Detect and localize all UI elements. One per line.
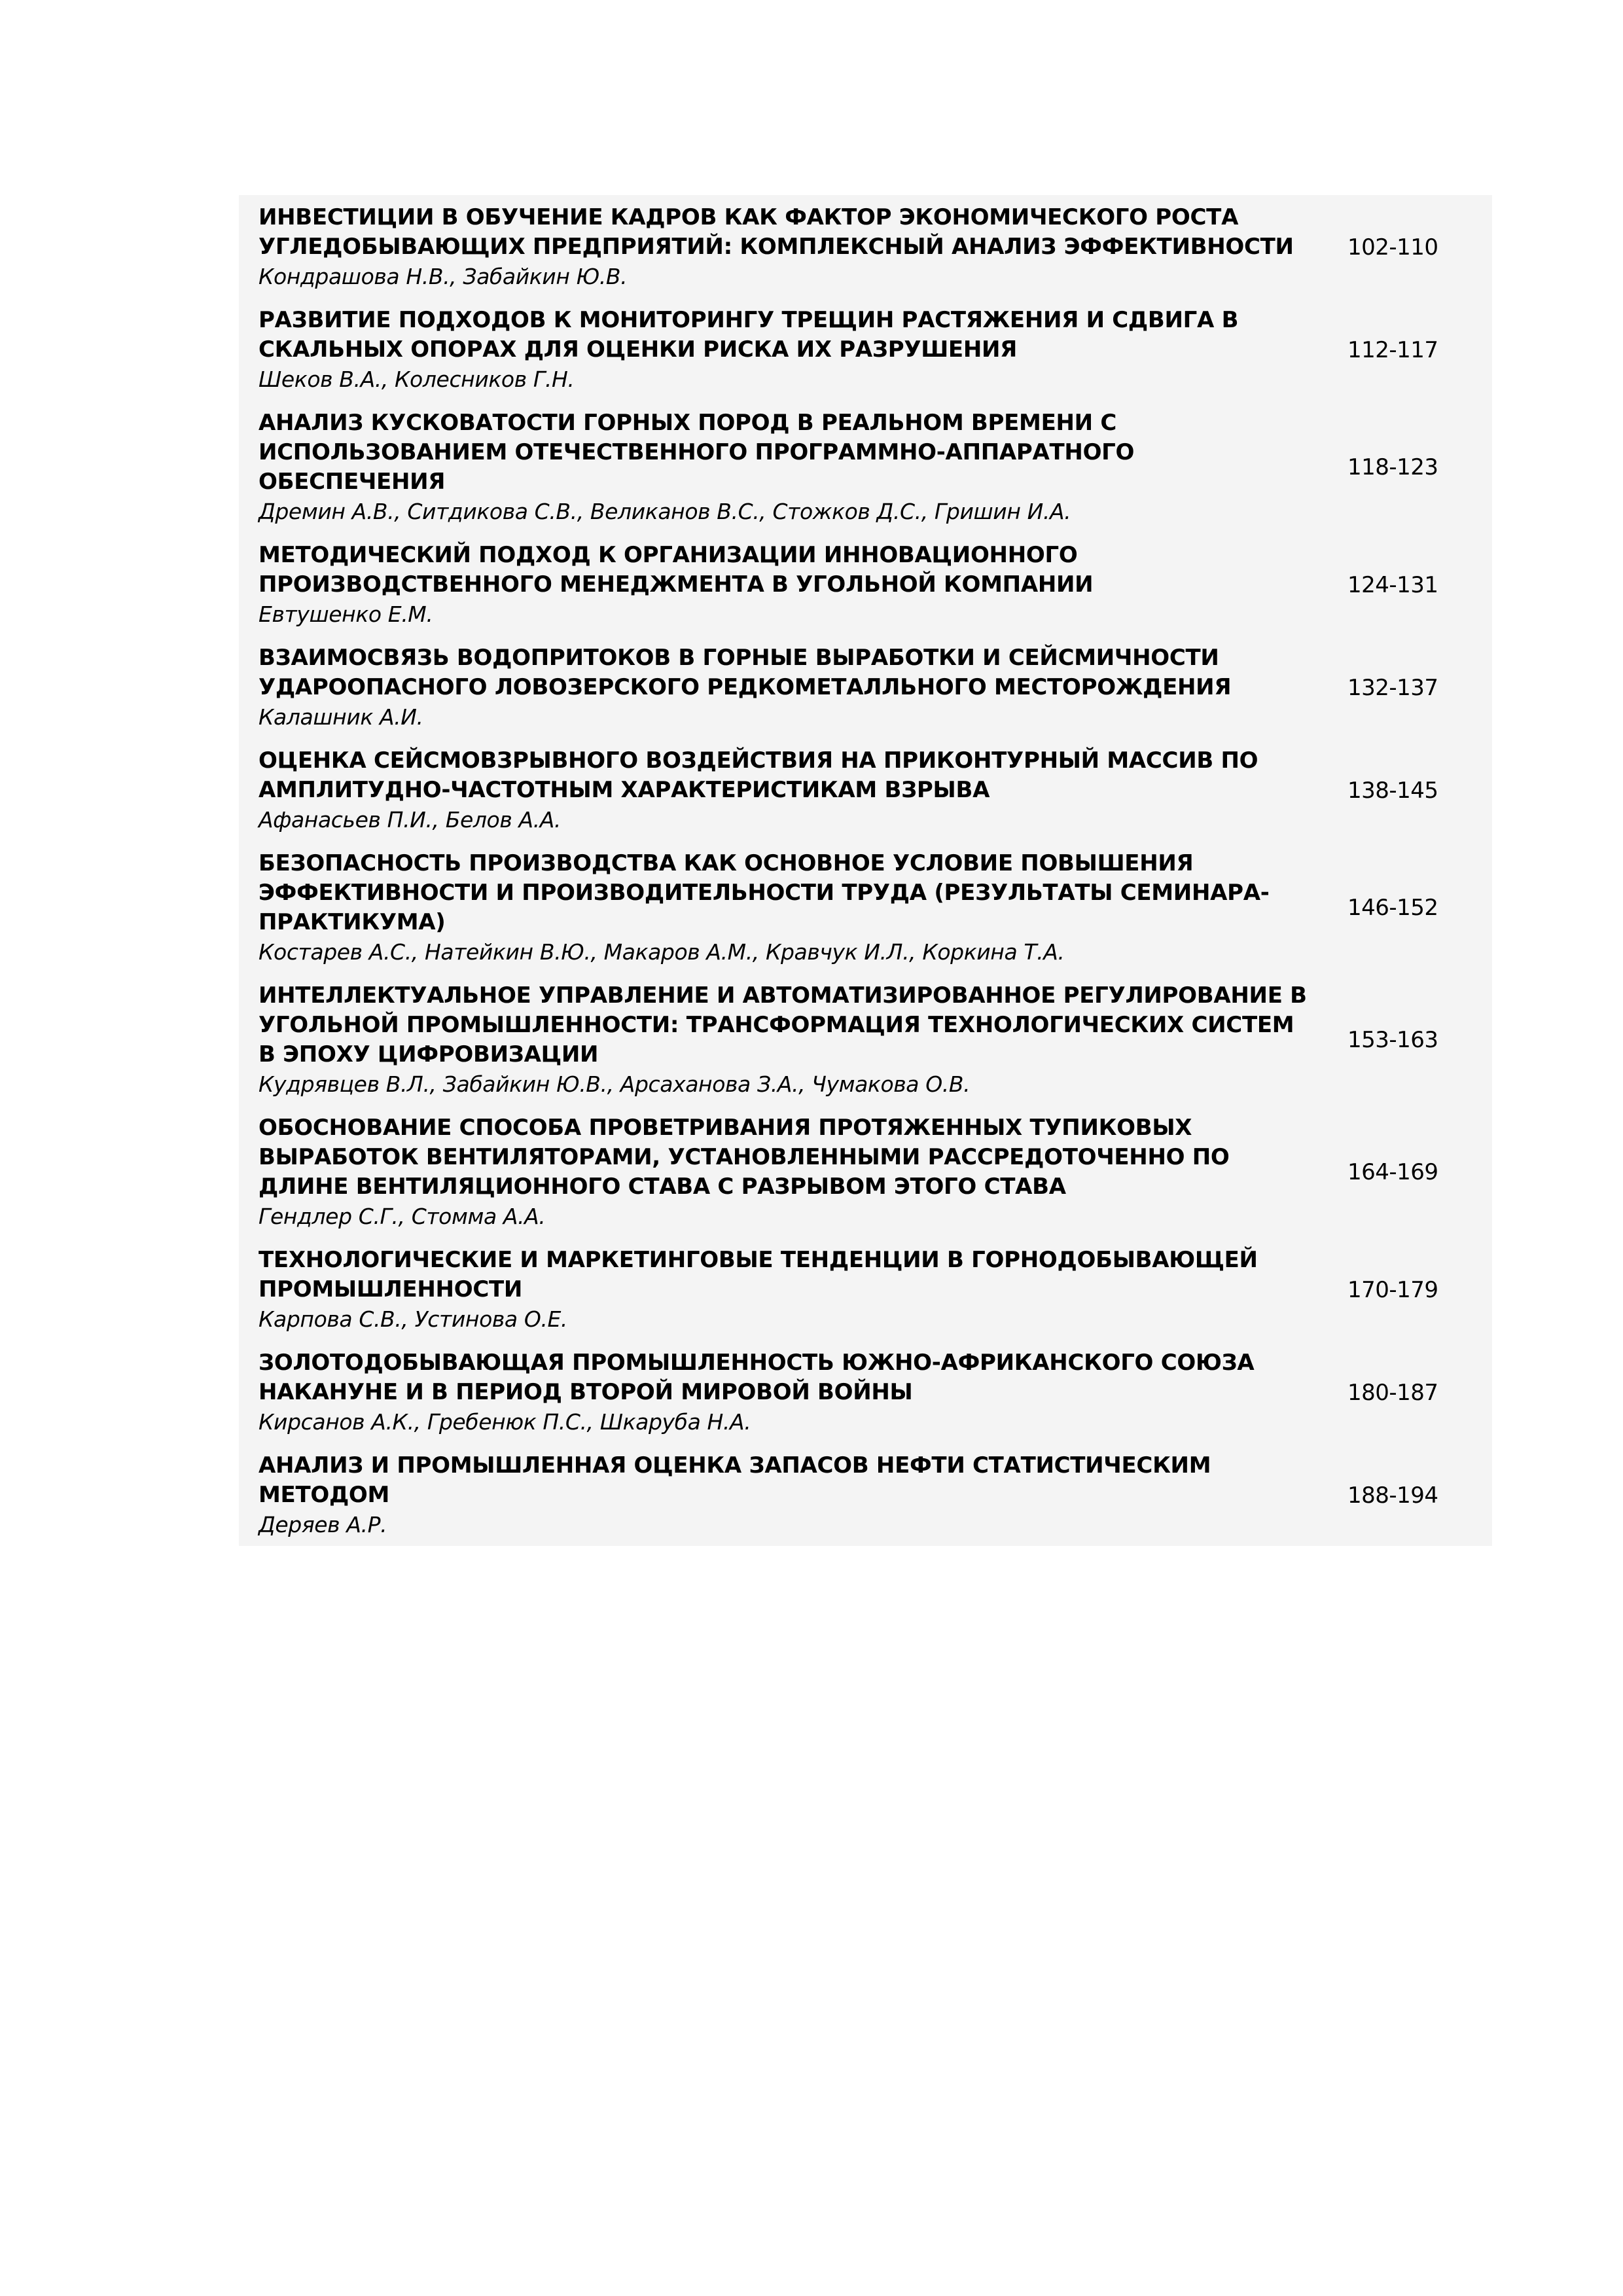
toc-entry[interactable] <box>239 541 1492 629</box>
page-range: 170-179 <box>1347 1276 1438 1303</box>
article-authors: Шеков В.А., Колесников Г.Н. <box>259 367 575 392</box>
page-range: 124-131 <box>1347 571 1438 598</box>
article-authors: Афанасьев П.И., Белов А.А. <box>259 807 561 833</box>
article-authors: Гендлер С.Г., Стомма А.А. <box>259 1204 546 1229</box>
article-title[interactable]: ТЕХНОЛОГИЧЕСКИЕ И МАРКЕТИНГОВЫЕ ТЕНДЕНЦИИ В ГОРНОДОБЫВАЮЩЕЙ ПРОМЫШЛЕННОСТИ <box>259 1247 1258 1302</box>
article-authors: Кирсанов А.К., Гребенюк П.С., Шкаруба Н.А. <box>259 1409 751 1435</box>
page-range: 138-145 <box>1347 777 1438 804</box>
article-authors: Евтушенко Е.М. <box>259 601 433 627</box>
entry-text <box>259 746 1342 834</box>
toc-entry[interactable] <box>239 1348 1492 1437</box>
article-authors: Карпова С.В., Устинова О.Е. <box>259 1306 568 1332</box>
entry-text <box>259 849 1342 967</box>
toc-entry[interactable] <box>239 1451 1492 1539</box>
entry-text <box>259 1113 1342 1231</box>
toc-entry[interactable] <box>239 643 1492 732</box>
article-authors: Костарев А.С., Натейкин В.Ю., Макаров А.М., Кравчук И.Л., Коркина Т.А. <box>259 939 1065 965</box>
toc-entry[interactable] <box>239 408 1492 526</box>
page-range: 164-169 <box>1347 1159 1438 1185</box>
toc-entry[interactable] <box>239 981 1492 1099</box>
entry-text <box>259 408 1342 526</box>
toc-entry[interactable] <box>239 306 1492 394</box>
toc-entry[interactable] <box>239 1246 1492 1334</box>
toc-entry[interactable] <box>239 746 1492 834</box>
table-of-contents <box>239 195 1492 1546</box>
entry-text <box>259 203 1342 291</box>
article-authors: Калашник А.И. <box>259 704 423 730</box>
article-title[interactable]: БЕЗОПАСНОСТЬ ПРОИЗВОДСТВА КАК ОСНОВНОЕ УСЛОВИЕ ПОВЫШЕНИЯ ЭФФЕКТИВНОСТИ И ПРОИЗВОДИТЕЛЬНОСТИ ТРУДА (РЕЗУЛЬТАТЫ СЕМИНАРА- ПРАКТИКУМА) <box>259 850 1270 935</box>
article-authors: Деряев А.Р. <box>259 1512 387 1537</box>
article-title[interactable]: АНАЛИЗ КУСКОВАТОСТИ ГОРНЫХ ПОРОД В РЕАЛЬНОМ ВРЕМЕНИ С ИСПОЛЬЗОВАНИЕМ ОТЕЧЕСТВЕННОГО ПРОГРАММНО-АППАРАТНОГО ОБЕСПЕЧЕНИЯ <box>259 410 1135 495</box>
article-title[interactable]: ВЗАИМОСВЯЗЬ ВОДОПРИТОКОВ В ГОРНЫЕ ВЫРАБОТКИ И СЕЙСМИЧНОСТИ УДАРООПАСНОГО ЛОВОЗЕРСКОГО РЕДКОМЕТАЛЛЬНОГО МЕСТОРОЖДЕНИЯ <box>259 645 1232 700</box>
page-range: 146-152 <box>1347 895 1438 921</box>
page-range: 188-194 <box>1347 1482 1438 1509</box>
entry-text <box>259 306 1342 394</box>
article-title[interactable]: МЕТОДИЧЕСКИЙ ПОДХОД К ОРГАНИЗАЦИИ ИННОВАЦИОННОГО ПРОИЗВОДСТВЕННОГО МЕНЕДЖМЕНТА В УГОЛЬНОЙ КОМПАНИИ <box>259 542 1094 598</box>
entry-text <box>259 1348 1342 1437</box>
entry-text <box>259 1246 1342 1334</box>
article-title[interactable]: ИНТЕЛЛЕКТУАЛЬНОЕ УПРАВЛЕНИЕ И АВТОМАТИЗИРОВАННОЕ РЕГУЛИРОВАНИЕ В УГОЛЬНОЙ ПРОМЫШЛЕННОСТИ: ТРАНСФОРМАЦИЯ ТЕХНОЛОГИЧЕСКИХ СИСТЕМ В ЭПОХУ ЦИФРОВИЗАЦИИ <box>259 982 1307 1067</box>
article-title[interactable]: АНАЛИЗ И ПРОМЫШЛЕННАЯ ОЦЕНКА ЗАПАСОВ НЕФТИ СТАТИСТИЧЕСКИМ МЕТОДОМ <box>259 1452 1211 1508</box>
article-title[interactable]: ОБОСНОВАНИЕ СПОСОБА ПРОВЕТРИВАНИЯ ПРОТЯЖЕННЫХ ТУПИКОВЫХ ВЫРАБОТОК ВЕНТИЛЯТОРАМИ, УСТАНОВЛЕННЫМИ РАССРЕДОТОЧЕННО ПО ДЛИНЕ ВЕНТИЛЯЦИОННОГО СТАВА С РАЗРЫВОМ ЭТОГО СТАВА <box>259 1115 1230 1200</box>
page-range: 180-187 <box>1347 1379 1438 1406</box>
entry-text <box>259 541 1342 629</box>
entry-text <box>259 1451 1342 1539</box>
article-authors: Кондрашова Н.В., Забайкин Ю.В. <box>259 264 628 289</box>
entry-text <box>259 643 1342 732</box>
page-range: 132-137 <box>1347 674 1438 701</box>
entry-text <box>259 981 1342 1099</box>
toc-entry[interactable] <box>239 849 1492 967</box>
toc-entry[interactable] <box>239 1113 1492 1231</box>
article-authors: Кудрявцев В.Л., Забайкин Ю.В., Арсаханова З.А., Чумакова О.В. <box>259 1071 971 1097</box>
article-title[interactable]: ИНВЕСТИЦИИ В ОБУЧЕНИЕ КАДРОВ КАК ФАКТОР ЭКОНОМИЧЕСКОГО РОСТА УГЛЕДОБЫВАЮЩИХ ПРЕДПРИЯТИЙ: КОМПЛЕКСНЫЙ АНАЛИЗ ЭФФЕКТИВНОСТИ <box>259 204 1294 260</box>
page-range: 118-123 <box>1347 454 1438 480</box>
toc-entry[interactable] <box>239 203 1492 291</box>
page-range: 153-163 <box>1347 1027 1438 1053</box>
article-title[interactable]: РАЗВИТИЕ ПОДХОДОВ К МОНИТОРИНГУ ТРЕЩИН РАСТЯЖЕНИЯ И СДВИГА В СКАЛЬНЫХ ОПОРАХ ДЛЯ ОЦЕНКИ РИСКА ИХ РАЗРУШЕНИЯ <box>259 307 1239 363</box>
article-title[interactable]: ОЦЕНКА СЕЙСМОВЗРЫВНОГО ВОЗДЕЙСТВИЯ НА ПРИКОНТУРНЫЙ МАССИВ ПО АМПЛИТУДНО-ЧАСТОТНЫМ ХАРАКТЕРИСТИКАМ ВЗРЫВА <box>259 747 1258 803</box>
page-range: 102-110 <box>1347 234 1438 260</box>
article-title[interactable]: ЗОЛОТОДОБЫВАЮЩАЯ ПРОМЫШЛЕННОСТЬ ЮЖНО-АФРИКАНСКОГО СОЮЗА НАКАНУНЕ И В ПЕРИОД ВТОРОЙ МИРОВОЙ ВОЙНЫ <box>259 1350 1255 1405</box>
article-authors: Дремин А.В., Ситдикова С.В., Великанов В.С., Стожков Д.С., Гришин И.А. <box>259 499 1071 524</box>
page-range: 112-117 <box>1347 336 1438 363</box>
